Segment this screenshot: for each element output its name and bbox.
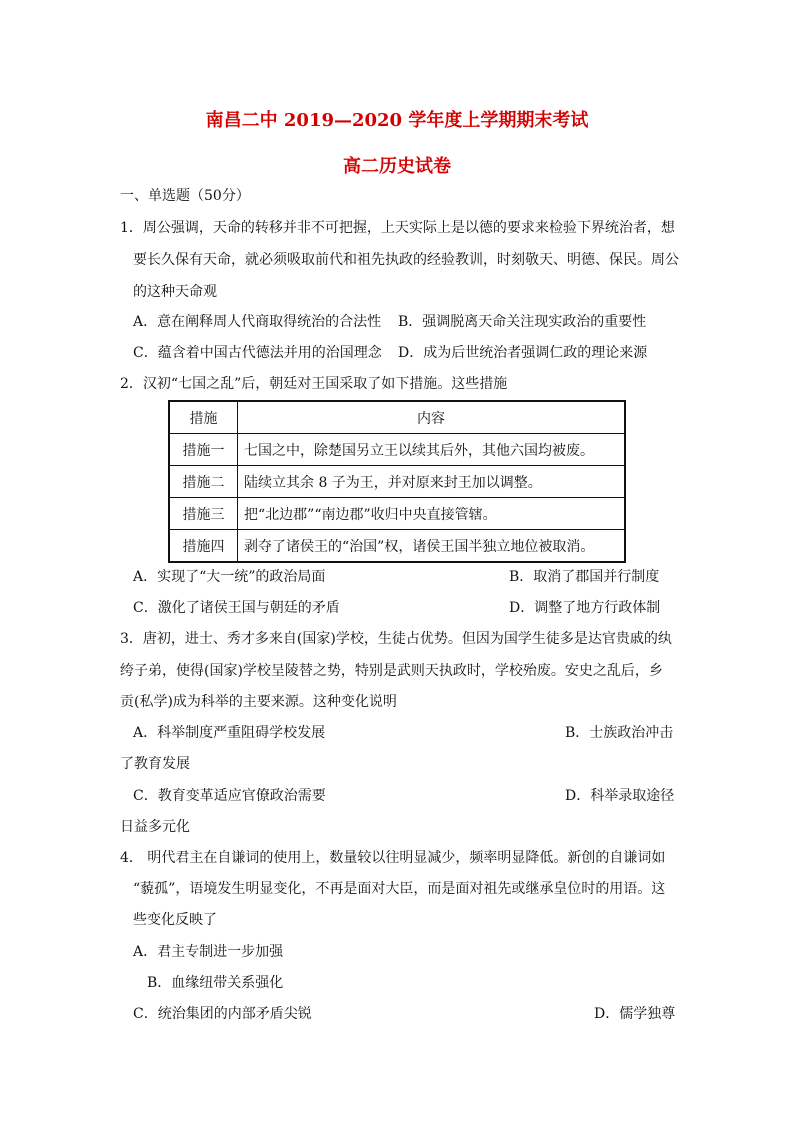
table-cell: 措施二: [169, 466, 238, 498]
q1-stem-line: 1．周公强调，天命的转移并非不可把握，上天实际上是以德的要求来检验下界统治者，想: [120, 220, 675, 236]
q3-option-d-continued: 日益多元化: [120, 819, 190, 835]
table-row: [169, 434, 625, 466]
q2-stem: 2．汉初“七国之乱”后，朝廷对王国采取了如下措施。这些措施: [120, 376, 508, 392]
table-cell: 措施三: [169, 498, 238, 530]
table-header-cell: 内容: [238, 401, 626, 434]
q4-stem-line: “藐孤”，语境发生明显变化，不再是面对大臣，而是面对祖先或继承皇位时的用语。这: [133, 881, 666, 897]
table-header-row: [169, 401, 625, 434]
q2-option-c: C．激化了诸侯王国与朝廷的矛盾: [133, 600, 340, 616]
table-header-cell: 措施: [169, 401, 238, 434]
q3-stem-line: 3．唐初，进士、秀才多来自(国家)学校，生徒占优势。但因为国学生徒多是达官贵戚的纨: [120, 631, 672, 647]
table-cell: 陆续立其余 8 子为王，并对原来封王加以调整。: [238, 466, 626, 498]
section-heading: 一、单选题（50分）: [120, 188, 250, 204]
q3-option-d: D．科举录取途径: [565, 788, 675, 804]
table-row: [169, 466, 625, 498]
table-row: [169, 498, 625, 530]
q2-option-b: B．取消了郡国并行制度: [509, 569, 660, 585]
table-cell: 措施四: [169, 530, 238, 563]
q3-stem-line: 贡(私学)成为科举的主要来源。这种变化说明: [120, 694, 397, 710]
q4-option-c: C．统治集团的内部矛盾尖锐: [133, 1006, 312, 1022]
q3-stem-line: 绔子弟，使得(国家)学校呈陵替之势，特别是武则天执政时，学校殆废。安史之乱后，乡: [120, 663, 663, 679]
table-cell: 把“北边郡”“南边郡”收归中央直接管辖。: [238, 498, 626, 530]
q1-option-d: D．成为后世统治者强调仁政的理论来源: [398, 345, 648, 361]
q4-option-b: B．血缘纽带关系强化: [147, 975, 284, 991]
table-cell: 剥夺了诸侯王的“治国”权，诸侯王国半独立地位被取消。: [238, 530, 626, 563]
table-row: [169, 530, 625, 563]
q1-option-b: B．强调脱离天命关注现实政治的重要性: [398, 314, 647, 330]
q3-option-b-continued: 了教育发展: [120, 756, 190, 772]
q1-option-a: A．意在阐释周人代商取得统治的合法性: [133, 314, 382, 330]
q2-option-d: D．调整了地方行政体制: [509, 600, 661, 616]
measures-table: [168, 400, 626, 563]
q1-stem-line: 的这种天命观: [133, 284, 217, 300]
q4-stem-line: 些变化反映了: [133, 912, 217, 928]
q3-option-a: A．科举制度严重阻碍学校发展: [133, 725, 326, 741]
exam-title: 南昌二中 2019—2020 学年度上学期期末考试: [205, 110, 589, 131]
q3-option-b: B．士族政治冲击: [565, 725, 674, 741]
q4-stem-line: 4． 明代君主在自谦词的使用上，数量较以往明显减少，频率明显降低。新创的自谦词如: [120, 850, 666, 866]
table-cell: 七国之中，除楚国另立王以续其后外，其他六国均被废。: [238, 434, 626, 466]
q4-option-a: A．君主专制进一步加强: [133, 944, 284, 960]
exam-subtitle: 高二历史试卷: [343, 156, 451, 177]
q4-option-d: D．儒学独尊: [594, 1006, 676, 1022]
q2-option-a: A．实现了“大一统”的政治局面: [133, 569, 326, 585]
q3-option-c: C．教育变革适应官僚政治需要: [133, 788, 326, 804]
q1-option-c: C．蕴含着中国古代德法并用的治国理念: [133, 345, 382, 361]
q1-stem-line: 要长久保有天命，就必须吸取前代和祖先执政的经验教训，时刻敬天、明德、保民。周公: [133, 252, 679, 268]
table-cell: 措施一: [169, 434, 238, 466]
